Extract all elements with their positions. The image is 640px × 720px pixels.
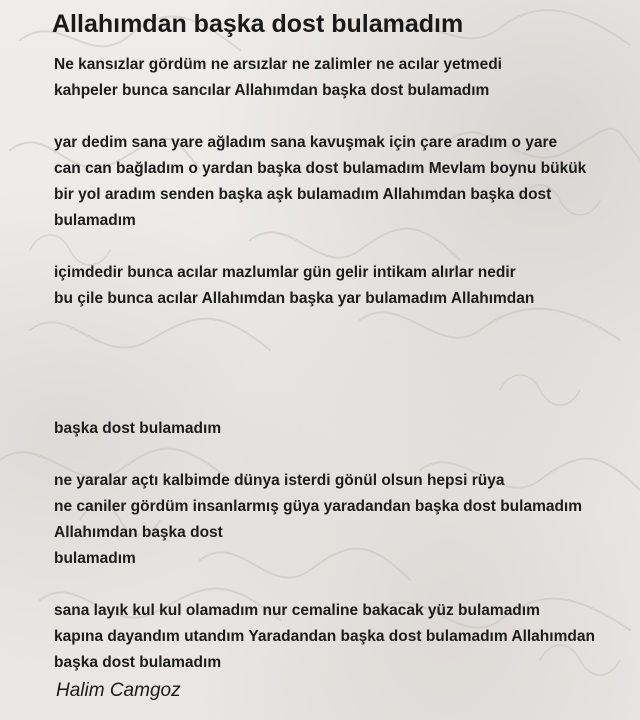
poem-line: bir yol aradım senden başka aşk bulamadım Allahımdan başka dost	[54, 186, 552, 203]
poem-line: ne caniler gördüm insanlarmış güya yaradandan başka dost bulamadım	[54, 498, 583, 515]
poem-line: bu çile bunca acılar Allahımdan başka yar bulamadım Allahımdan	[54, 290, 535, 307]
poem-line: Allahımdan başka dost	[54, 524, 223, 541]
poem-blank-line	[54, 338, 634, 364]
poem-author: Halim Camgoz	[56, 680, 181, 701]
poem-blank-line	[54, 364, 634, 390]
poem-line: ne yaralar açtı kalbimde dünya isterdi gönül olsun hepsi rüya	[54, 472, 505, 489]
poem-blank-line	[54, 312, 634, 338]
poem-line: kapına dayandım utandım Yaradandan başka dost bulamadım Allahımdan	[54, 628, 595, 645]
poem-line: sana layık kul kul olamadım nur cemaline bakacak yüz bulamadım	[54, 602, 540, 619]
poem-blank-line	[54, 572, 634, 598]
poem-blank-line	[54, 442, 634, 468]
poem-line: içimdedir bunca acılar mazlumlar gün gelir intikam alırlar nedir	[54, 264, 516, 281]
poem-blank-line	[54, 390, 634, 416]
poem-line: başka dost bulamadım	[54, 420, 222, 437]
poem-line: bulamadım	[54, 550, 136, 567]
poem-line: bulamadım	[54, 212, 136, 229]
poem-line: yar dedim sana yare ağladım sana kavuşmak için çare aradım o yare	[54, 134, 558, 151]
poem-line: Ne kansızlar gördüm ne arsızlar ne zalimler ne acılar yetmedi	[54, 56, 502, 73]
poem-line: başka dost bulamadım	[54, 654, 222, 671]
poem-body	[54, 52, 634, 676]
poem-line: kahpeler bunca sancılar Allahımdan başka dost bulamadım	[54, 82, 490, 99]
poem-title: Allahımdan başka dost bulamadım	[52, 10, 464, 38]
poem-blank-line	[54, 104, 634, 130]
poem-line: can can bağladım o yardan başka dost bulamadım Mevlam boynu bükük	[54, 160, 587, 177]
poem-blank-line	[54, 234, 634, 260]
